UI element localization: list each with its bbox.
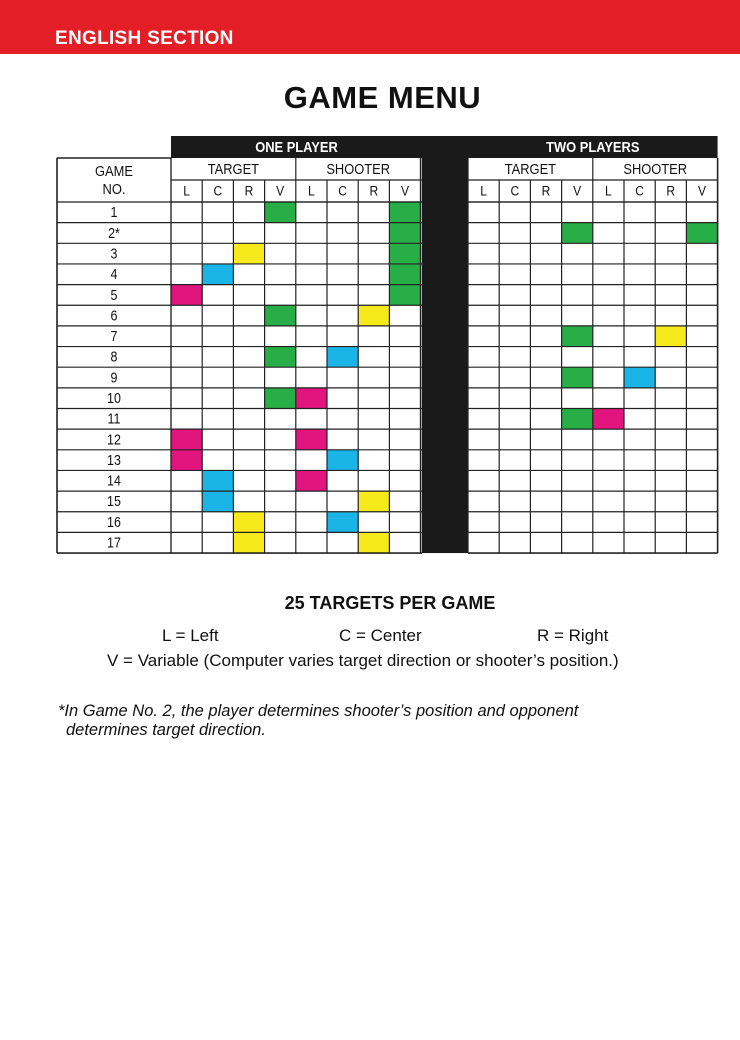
two-players-column-V-label: V (573, 182, 582, 199)
one-player-mark-10-shooter-L (296, 388, 327, 409)
one-player-mark-16-target-R (233, 512, 264, 533)
footnote-line-1: *In Game No. 2, the player determines shooter’s position and opponent (58, 702, 579, 720)
one-player-column-C-label: C (338, 182, 347, 199)
one-player-mark-3-target-R (233, 243, 264, 264)
one-player-mark-14-shooter-L (296, 470, 327, 491)
one-player-mark-4-target-C (202, 264, 233, 285)
legend-center: C = Center (339, 626, 422, 645)
one-player-mark-15-shooter-R (358, 491, 389, 512)
two-players-column-R-label: R (666, 182, 676, 199)
one-player-target-label: TARGET (207, 160, 260, 178)
one-player-column-L-label: L (183, 182, 190, 199)
two-players-column-L-label: L (480, 182, 487, 199)
game-number: 7 (110, 328, 118, 345)
one-player-shooter-label: SHOOTER (326, 160, 391, 178)
one-player-mark-6-target-V (265, 305, 296, 326)
two-players-mark-2-shooter-V (686, 223, 717, 244)
one-player-mark-12-shooter-L (296, 429, 327, 450)
one-player-mark-17-shooter-R (358, 532, 389, 553)
one-player-column-L-label: L (308, 182, 315, 199)
game-number: 16 (107, 514, 121, 531)
one-player-mark-5-target-L (171, 285, 202, 306)
one-player-column-R-label: R (369, 182, 379, 199)
legend-left: L = Left (162, 626, 219, 645)
one-player-mark-8-shooter-C (327, 347, 358, 368)
one-player-mark-3-shooter-V (389, 243, 420, 264)
game-number: 11 (107, 410, 121, 427)
two-players-mark-2-target-V (562, 223, 593, 244)
two-players-column-V-label: V (697, 182, 707, 199)
one-player-column-V-label: V (400, 182, 410, 199)
page-title: GAME MENU (283, 80, 482, 115)
one-player-mark-6-shooter-R (358, 305, 389, 326)
game-number: 3 (110, 245, 118, 262)
game-number: 4 (110, 266, 118, 283)
game-number: 14 (107, 472, 121, 489)
one-player-mark-14-target-C (202, 470, 233, 491)
game-number: 15 (107, 493, 121, 510)
two-players-mark-11-target-V (562, 409, 593, 430)
two-players-shooter-label: SHOOTER (623, 160, 688, 178)
one-player-mark-16-shooter-C (327, 512, 358, 533)
footnote (58, 702, 698, 740)
game-number: 5 (110, 286, 118, 303)
game-no-label-line1: GAME (95, 162, 133, 180)
two-players-column-L-label: L (605, 182, 612, 199)
one-player-mark-13-shooter-C (327, 450, 358, 471)
two-players-mark-9-target-V (562, 367, 593, 388)
one-player-mark-13-target-L (171, 450, 202, 471)
game-number: 10 (107, 390, 121, 407)
one-player-mark-1-shooter-V (389, 202, 420, 223)
footnote-line-2: determines target direction. (66, 721, 266, 739)
legend-variable: V = Variable (Computer varies target direction or shooter’s position.) (107, 651, 619, 670)
two-players-column-R-label: R (541, 182, 551, 199)
game-number: 17 (107, 534, 121, 551)
one-player-mark-5-shooter-V (389, 285, 420, 306)
game-number: 1 (110, 204, 118, 221)
game-no-label-line2: NO. (102, 180, 126, 198)
game-number: 13 (107, 452, 121, 469)
one-player-mark-1-target-V (265, 202, 296, 223)
one-player-mark-4-shooter-V (389, 264, 420, 285)
two-players-mark-11-shooter-L (593, 409, 624, 430)
divider-bar (422, 136, 468, 553)
one-player-mark-10-target-V (265, 388, 296, 409)
one-player-mark-17-target-R (233, 532, 264, 553)
game-number: 2* (108, 224, 120, 242)
one-player-mark-12-target-L (171, 429, 202, 450)
one-player-column-C-label: C (213, 182, 223, 199)
two-players-label: TWO PLAYERS (546, 138, 640, 156)
one-player-column-R-label: R (244, 182, 254, 199)
two-players-mark-7-shooter-R (655, 326, 686, 347)
section-label: ENGLISH SECTION (55, 28, 234, 49)
two-players-column-C-label: C (635, 182, 644, 199)
one-player-mark-15-target-C (202, 491, 233, 512)
one-player-label: ONE PLAYER (255, 138, 338, 156)
game-number: 8 (110, 348, 118, 365)
legend-right: R = Right (537, 626, 609, 645)
one-player-mark-2-shooter-V (389, 223, 420, 244)
two-players-target-label: TARGET (504, 160, 557, 178)
targets-heading: 25 TARGETS PER GAME (284, 593, 496, 613)
one-player-mark-8-target-V (265, 347, 296, 368)
game-number: 9 (110, 369, 118, 386)
two-players-mark-7-target-V (562, 326, 593, 347)
game-number: 6 (110, 307, 118, 324)
two-players-column-C-label: C (510, 182, 520, 199)
game-number: 12 (107, 431, 121, 448)
two-players-mark-9-shooter-C (624, 367, 655, 388)
one-player-column-V-label: V (276, 182, 285, 199)
